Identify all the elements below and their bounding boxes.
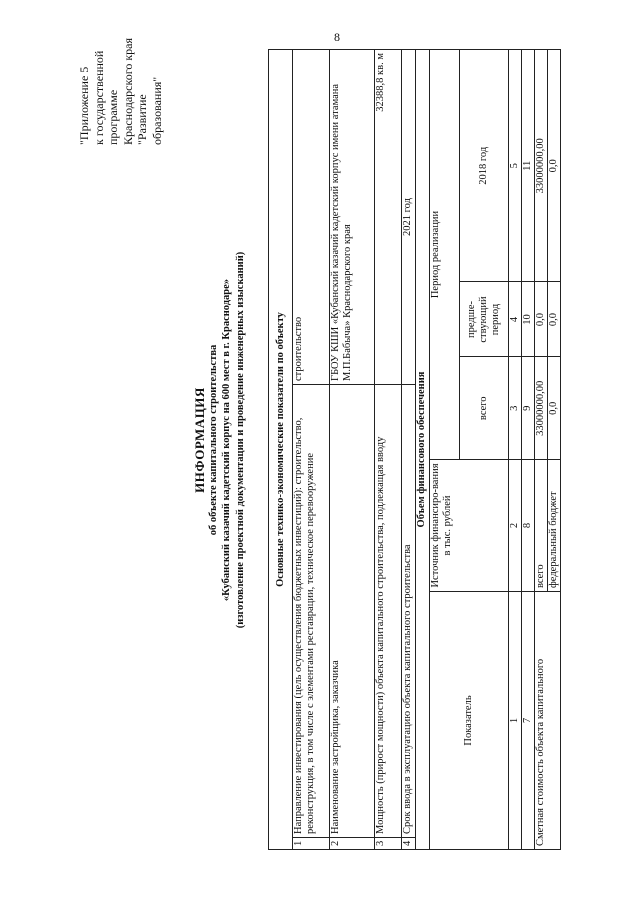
column-number: 7 — [522, 592, 535, 850]
row-number: 2 — [330, 838, 375, 850]
row-number: 4 — [402, 838, 416, 850]
rotated-page — [50, 30, 610, 850]
indicator-value: ГБОУ КШИ «Кубанский казачий кадетский корпус имени атамана М.П.Бабыча» Краснодарского края — [330, 49, 375, 384]
column-number-row — [522, 49, 535, 849]
indicator-row — [375, 49, 402, 849]
source-header: Источник финансиро-вания в тыс. рублей — [430, 460, 509, 592]
finance-section-title: Объем финансового обеспечения — [416, 49, 430, 849]
column-number: 1 — [509, 592, 522, 850]
indicator-label: Направление инвестирования (цель осуществления бюджетных инвестиций): строительство, реконструкция, в том числе с элементами реставрации, техническое перевооружение — [293, 385, 330, 838]
object-info-table — [268, 49, 561, 850]
finance-year: 33000000,00 — [535, 138, 546, 194]
document-heading — [193, 30, 247, 850]
period-header: Период реализации — [430, 49, 460, 459]
finance-year: 0,0 — [548, 159, 559, 173]
finance-total: 33000000,00 — [535, 357, 547, 459]
indicator-value: 2021 год — [402, 49, 416, 384]
indicator-header: Показатель — [430, 592, 509, 850]
indicator-label: Наименование застройщика, заказчика — [330, 385, 375, 838]
appendix-line-3: Краснодарского края — [120, 37, 135, 145]
column-number: 11 — [522, 160, 533, 171]
column-number: 2 — [509, 460, 522, 592]
finance-row — [535, 49, 548, 849]
year-header: 2018 год — [478, 146, 489, 185]
column-number-grid — [522, 50, 534, 459]
column-number-row — [509, 49, 522, 849]
indicator-row — [330, 49, 375, 849]
finance-prior: 0,0 — [535, 282, 547, 357]
appendix-line-1: "Приложение 5 — [77, 66, 91, 145]
finance-prior: 0,0 — [548, 282, 560, 357]
finance-values — [535, 49, 548, 459]
finance-section-row — [416, 49, 430, 849]
indicator-row — [402, 49, 416, 849]
row-number: 1 — [293, 838, 330, 850]
finance-values-grid — [535, 50, 547, 459]
column-number: 9 — [522, 357, 534, 459]
column-number: 4 — [509, 282, 521, 357]
finance-source: федеральный бюджет — [548, 460, 561, 592]
indicator-row — [293, 49, 330, 849]
period-subheader — [460, 49, 509, 459]
indicators-section-title: Основные технико-экономические показатели по объекту — [269, 49, 293, 849]
finance-values — [548, 49, 561, 459]
finance-indicator: Сметная стоимость объекта капитального — [535, 592, 561, 850]
indicator-value: 32388,8 кв. м — [375, 49, 402, 384]
total-header: всего — [460, 357, 508, 459]
indicator-value: строительство — [293, 49, 330, 384]
page-number: 8 — [334, 30, 340, 44]
heading-line-3: (изготовление проектной документации и проведение инженерных изысканий) — [234, 251, 246, 629]
column-number-group — [522, 49, 535, 459]
period-subheader-grid — [460, 50, 508, 459]
indicators-section-row — [269, 49, 293, 849]
appendix-line-4: "Развитие образования" — [135, 76, 164, 145]
heading-line-1: об объекте капитального строительства — [207, 344, 219, 536]
column-number: 5 — [509, 163, 520, 169]
indicator-label: Срок ввода в эксплуатацию объекта капитального строительства — [402, 385, 416, 838]
finance-total: 0,0 — [548, 357, 560, 459]
document-title: ИНФОРМАЦИЯ — [192, 387, 207, 493]
prior-period-header: предше-ствующий период — [460, 282, 508, 357]
appendix-note — [77, 30, 164, 145]
column-number: 3 — [509, 357, 521, 459]
appendix-line-2: к государственной программе — [91, 50, 120, 145]
column-number: 10 — [522, 282, 534, 357]
heading-line-2: «Кубанский казачий кадетский корпус на 600 мест в г. Краснодаре» — [221, 278, 232, 602]
row-number: 3 — [375, 838, 402, 850]
column-number-group — [509, 49, 522, 459]
indicator-label: Мощность (прирост мощности) объекта капитального строительства, подлежащая вводу — [375, 385, 402, 838]
finance-values-grid — [548, 50, 560, 459]
finance-header-row — [430, 49, 460, 849]
column-number-grid — [509, 50, 521, 459]
finance-source: всего — [535, 460, 548, 592]
column-number: 8 — [522, 460, 535, 592]
